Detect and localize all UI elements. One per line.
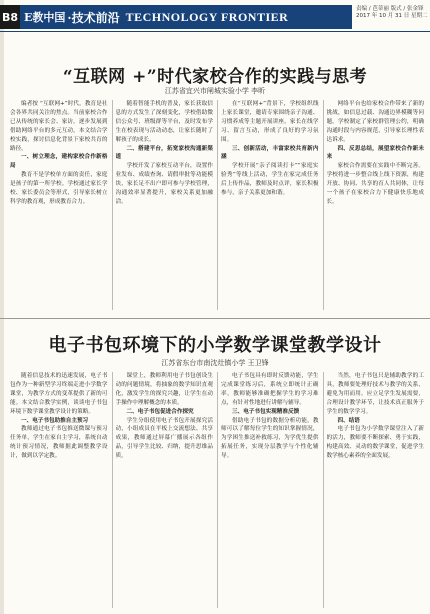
paragraph: 学生分组使用电子书包开展探究活动，小组成员在平板上交流想法、共享成果，教师通过屏幕广播展示各组作品，引导学生比较、归纳，提升思维品质。 [115,417,213,460]
page-number: B8 [0,5,20,29]
header-rule [0,31,430,32]
article2-column [327,372,425,608]
edition-name: E教中国 [24,11,66,24]
section-title-en: TECHNOLOGY FRONTIER [125,9,289,24]
subheading: 三、创新活动，丰富家校共育新内涵 [221,145,319,161]
paragraph: 课堂上，教师利用电子书包创设生动的问题情境，将抽象的数学知识直观化，激发学生的探究兴趣，让学生在动手操作中理解概念的本质。 [115,373,213,406]
subheading: 一、树立理念，建构家校合作新格局 [10,154,108,170]
paragraph: 随着智能手机的普及，家长获取信息的方式发生了深刻变化，学校借助微信公众号、班级群等平台，及时发布学生在校表现与活动动态，让家长随时了解孩子的成长。 [115,101,213,143]
article2-column [116,372,214,608]
paragraph: 电子书包具有即时反馈功能，学生完成课堂练习后，系统立即统计正确率，教师能够准确把握学生的学习难点，有针对性地进行讲解与辅导。 [221,373,319,406]
paragraph: 教育不是学校单方面的责任，家庭是孩子的第一所学校。学校通过家长学校、家长委员会等形式，引导家长树立科学的教育观，形成教育合力。 [10,172,108,205]
article1-column [327,100,425,310]
paragraph: 学校开发了家校互动平台，设置作业发布、成绩查询、请假审批等功能模块，家长足不出户即可参与学校管理，沟通效率显著提升，家校关系更加融洽。 [115,163,213,205]
article2-title: 电子书包环境下的小学数学课堂教学设计 [48,335,382,356]
date-line: 2017 年 10 月 31 日 星期二 [356,13,428,19]
article1-column [10,100,108,310]
paragraph: 借助电子书包的数据分析功能，教师可以了解每位学生的知识掌握情况，为学困生推送补救练习，为学优生提供拓展任务，实现分层教学与个性化辅导。 [221,417,319,460]
subheading: 四、反思总结，展望家校合作新未来 [326,145,424,161]
subheading: 二、搭建平台，拓宽家校沟通新渠道 [115,145,213,161]
article1-column [116,100,214,310]
paragraph: 随着信息技术的迅速发展，电子书包作为一种新型学习终端走进小学数学课堂，为教学方式的变革提供了新的可能。本文结合教学实例，谈谈电子书包环境下数学课堂教学设计的策略。 [10,373,108,415]
subheading: 一、电子书包助推自主预习 [21,417,89,424]
paragraph: 学校开展“亲子阅读打卡”“家庭实验秀”等线上活动，学生在家完成任务后上传作品，教师及时点评，家长积极参与，亲子关系更加和谐。 [221,163,319,197]
page-header [0,0,430,30]
subheading: 四、结语 [337,417,360,424]
subheading: 二、电子书包促进合作探究 [126,408,194,415]
editor-line: 责编 / 芭蒂丽 版式 / 张金锋 [356,6,424,12]
article2-column [221,372,319,608]
article2-column [10,372,108,608]
column-divider [323,372,324,608]
issue-meta [356,6,430,20]
paragraph: 网络平台也给家校合作带来了新的挑战，如信息过载、沟通边界模糊等问题。学校制定了家校群管理公约，明确沟通时段与内容规范，引导家长理性表达诉求。 [326,101,424,143]
column-divider [112,100,113,310]
masthead-bar [0,5,352,29]
article1-column [221,100,319,310]
subheading: 三、电子书包实现精准反馈 [232,408,300,415]
article1-byline: 江苏省宜兴市闸城实验小学 李昕 [164,87,266,95]
section-title-cn: ·技术前沿 [67,10,120,25]
column-divider [112,372,113,608]
paragraph: 在“互联网+”背景下，学校组织线上家长课堂，邀请专家围绕亲子沟通、习惯养成等主题开展讲座，家长在线学习、留言互动，形成了良好的学习氛围。 [221,101,319,143]
paragraph: 当然，电子书包只是辅助教学的工具，教师要处理好技术与教学的关系，避免为用而用。应立足学生发展需要，合理设计教学环节，让技术真正服务于学生的数学学习。 [326,373,424,415]
paragraph: 编者按 “互联网+”时代，教育是社会各界共同关注的焦点。当前家校合作已从传统的家长会、家访，逐步发展到借助网络平台的多元互动，本文结合学校实践，探讨信息化背景下家校共育的路径。 [10,101,108,152]
column-divider [323,100,324,310]
paragraph: 电子书包为小学数学课堂注入了新的活力，教师要不断探索、勇于实践，构建高效、灵动的数学课堂，促进学生数学核心素养的全面发展。 [326,426,424,460]
column-divider [217,100,218,310]
column-divider [217,372,218,608]
article-divider [0,318,430,319]
paragraph: 家校合作需要在实践中不断完善。学校将进一步整合线上线下资源，构建开放、协同、共享的育人共同体，让每一个孩子在家校合力下健康快乐地成长。 [326,163,424,205]
article1-title: “互联网 +”时代家校合作的实践与思考 [62,67,368,87]
article2-byline: 江苏省东台市南沈灶镇小学 王卫锋 [161,359,269,367]
paragraph: 教师通过电子书包推送微课与预习任务单，学生在家自主学习，系统自动统计预习情况，教师据此调整教学设计，做到以学定教。 [10,426,108,460]
